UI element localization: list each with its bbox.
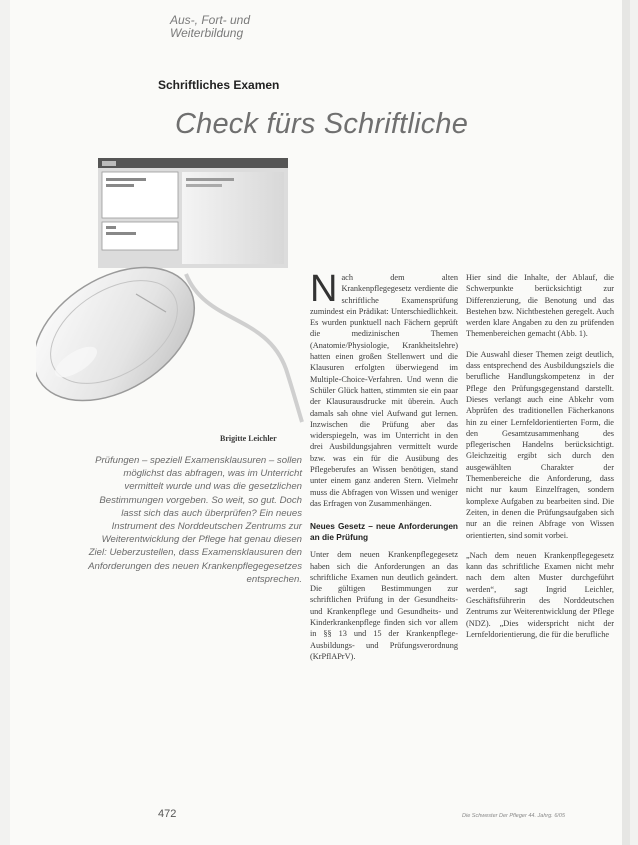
article-column-1 bbox=[310, 268, 458, 671]
footer-text: Die Schwester Der Pfleger 44. Jahrg. 6/05 bbox=[462, 813, 566, 819]
paragraph: Unter dem neuen Krankenpflegegesetz haben sich die Anforderungen an das schriftliche Examen nun deutlich geändert. Die gültigen Bestimmungen zur schriftlichen Prüfung in der Gesundheits- und Krankenpflege und Gesundheits- und Kinderkrankenpflege finden sich vor allem in §§ 13 und 15 der Krankenpflege-Ausbildungs- und Prüfungsverordnung (KrPflAPrV). bbox=[310, 550, 458, 661]
page-number: 472 bbox=[158, 808, 177, 820]
paragraph: Die Auswahl dieser Themen zeigt deutlich, dass entsprechend des Ausbildungsziels die berufliche Handlungskompetenz in der Pflege den Prüfungsgegenstand darstellt. Dieses verlangt auch eine Abkehr vom Abprüfen des traditionellen Fächerkanons hin zu einer Lernfeldorientierten Form, die den Gesamtzusammenhang des pflegerischen Handelns berücksichtigt. Gleichzeitig ergibt sich durch den ausgewählten Charakter der Themenbereiche die Anforderung, dass nicht nur kaum Einzelfragen, sondern komplexe Aufgaben zu bearbeiten sind. Die Zeiten, in denen die Prüfungsaufgaben sich nur an die reinen Abfrage von Wissen orientierten, sind somit vorbei. bbox=[466, 349, 614, 540]
hero-image bbox=[36, 154, 306, 424]
subheading: Neues Gesetz – neue Anforderungen an die Prüfung bbox=[310, 521, 458, 543]
article-column-2 bbox=[466, 272, 614, 649]
intro-text: Prüfungen – speziell Examensklausuren – sollen möglichst das abfragen, was im Unterricht vermittelt wurde und was die gesetzlichen Bestimmungen vorgeben. So weit, so gut. Doch lasst sich das auch überprüfen? Ein neues Instrument des Norddeutschen Zentrums zur Weiterentwicklung der Pflege hat genau diesen Ziel: Ueberzustellen, dass Examensklausuren den Anforderungen des neuen Krankenpflegegesetzes entsprechen. bbox=[88, 455, 302, 585]
section-label-line2: Weiterbildung bbox=[170, 26, 244, 40]
paragraph-text: ach dem alten Krankenpflegegesetz verdiente die schriftliche Examensprüfung zumindest ein Prädikat: Unterschiedlichkeit. Es wurden punktuell nach Fächern geprüft die medizinischen Themen (Anatomie/Physiologie, Krankheitslehre) hatten einen großen Stellenwert und die Klausuren erfolgten überwiegend im Multiple-Choice-Verfahren. Und wenn die Schüler Glück hatten, stimmten sie ein paar der Klausurausdrucke mit überein. Auch damals sah ohne viel Aufwand gut lernen. Inzwischen die Prüfung aber das widerspiegeln, was im Unterricht in den drei Ausbildungsjahren vermittelt wurde bzw. was ein für die Ausübung des Pflegeberufes an Wissen benötigen, stand unter einem ganz anderen Stern. Vielmehr muss die Abfragen von Wissen und weniger das Erfragen von Zusammenhängen. bbox=[310, 273, 458, 508]
page-edge bbox=[622, 0, 630, 845]
paragraph: Hier sind die Inhalte, der Ablauf, die Schwerpunkte berücksichtigt zur Differenzierung, die Benotung und das Bestehen bzw. Nichtbestehen geregelt. Auch werden klare Angaben zu den zu prüfenden Themenbereichen gemacht (Abb. 1). bbox=[466, 273, 614, 339]
article-kicker: Schriftliches Examen bbox=[158, 78, 280, 92]
paragraph bbox=[310, 268, 458, 509]
author-name: Brigitte Leichler bbox=[220, 434, 277, 443]
screen-illustration bbox=[98, 158, 288, 268]
paragraph: „Nach dem neuen Krankenpflegegesetz kann das schriftliche Examen nicht mehr nach dem alten Muster durchgeführt werden“, sagt Ingrid Leichler, Geschäftsführerin des Norddeutschen Zentrums zur Weiterentwicklung der Pflege (NDZ). „Dies widerspricht nicht der Lernfeldorientierung, die für die berufliche bbox=[466, 550, 614, 639]
section-label-line1: Aus-, Fort- und bbox=[170, 13, 251, 27]
section-label bbox=[170, 14, 330, 40]
magazine-page bbox=[10, 0, 630, 845]
drop-cap: N bbox=[310, 268, 338, 310]
article-title: Check fürs Schriftliche bbox=[175, 108, 469, 140]
